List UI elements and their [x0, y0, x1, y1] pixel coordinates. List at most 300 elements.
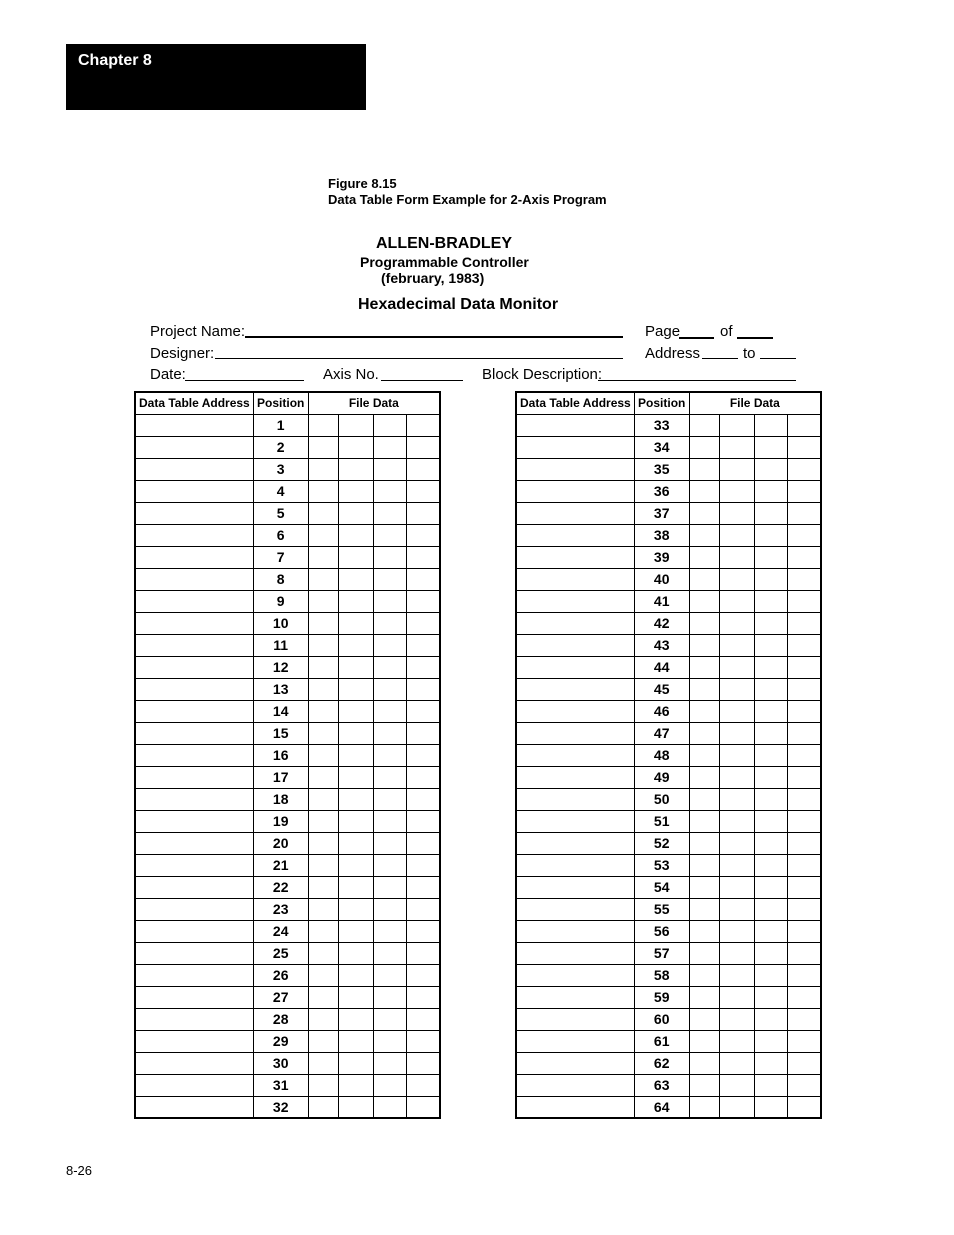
file-data-cell[interactable] — [339, 854, 374, 876]
file-data-cell[interactable] — [755, 502, 788, 524]
file-data-cell[interactable] — [308, 568, 339, 590]
file-data-cell[interactable] — [406, 1074, 440, 1096]
file-data-cell[interactable] — [308, 502, 339, 524]
file-data-cell[interactable] — [787, 678, 821, 700]
file-data-cell[interactable] — [374, 458, 407, 480]
address-cell[interactable] — [135, 1052, 253, 1074]
file-data-cell[interactable] — [339, 524, 374, 546]
file-data-cell[interactable] — [720, 480, 755, 502]
file-data-cell[interactable] — [787, 612, 821, 634]
file-data-cell[interactable] — [689, 656, 720, 678]
file-data-cell[interactable] — [755, 810, 788, 832]
file-data-cell[interactable] — [406, 942, 440, 964]
file-data-cell[interactable] — [755, 854, 788, 876]
file-data-cell[interactable] — [339, 898, 374, 920]
file-data-cell[interactable] — [689, 810, 720, 832]
file-data-cell[interactable] — [787, 546, 821, 568]
file-data-cell[interactable] — [689, 744, 720, 766]
file-data-cell[interactable] — [308, 832, 339, 854]
file-data-cell[interactable] — [406, 568, 440, 590]
file-data-cell[interactable] — [308, 898, 339, 920]
file-data-cell[interactable] — [720, 656, 755, 678]
file-data-cell[interactable] — [720, 1008, 755, 1030]
file-data-cell[interactable] — [339, 942, 374, 964]
file-data-cell[interactable] — [720, 986, 755, 1008]
address-cell[interactable] — [135, 898, 253, 920]
file-data-cell[interactable] — [787, 832, 821, 854]
file-data-cell[interactable] — [308, 744, 339, 766]
file-data-cell[interactable] — [689, 568, 720, 590]
file-data-cell[interactable] — [374, 414, 407, 436]
file-data-cell[interactable] — [406, 810, 440, 832]
file-data-cell[interactable] — [406, 788, 440, 810]
file-data-cell[interactable] — [339, 480, 374, 502]
file-data-cell[interactable] — [720, 1052, 755, 1074]
file-data-cell[interactable] — [308, 700, 339, 722]
file-data-cell[interactable] — [787, 920, 821, 942]
file-data-cell[interactable] — [787, 568, 821, 590]
file-data-cell[interactable] — [339, 1074, 374, 1096]
file-data-cell[interactable] — [720, 1096, 755, 1118]
block-description-line[interactable] — [598, 380, 796, 381]
file-data-cell[interactable] — [787, 766, 821, 788]
file-data-cell[interactable] — [308, 1096, 339, 1118]
file-data-cell[interactable] — [406, 414, 440, 436]
file-data-cell[interactable] — [339, 1030, 374, 1052]
address-cell[interactable] — [135, 920, 253, 942]
address-cell[interactable] — [135, 568, 253, 590]
file-data-cell[interactable] — [689, 832, 720, 854]
file-data-cell[interactable] — [374, 876, 407, 898]
file-data-cell[interactable] — [339, 502, 374, 524]
file-data-cell[interactable] — [755, 436, 788, 458]
file-data-cell[interactable] — [720, 1030, 755, 1052]
address-cell[interactable] — [516, 590, 634, 612]
file-data-cell[interactable] — [689, 1008, 720, 1030]
file-data-cell[interactable] — [720, 898, 755, 920]
file-data-cell[interactable] — [689, 898, 720, 920]
file-data-cell[interactable] — [406, 986, 440, 1008]
address-cell[interactable] — [135, 766, 253, 788]
file-data-cell[interactable] — [720, 832, 755, 854]
file-data-cell[interactable] — [787, 722, 821, 744]
file-data-cell[interactable] — [406, 458, 440, 480]
file-data-cell[interactable] — [787, 458, 821, 480]
file-data-cell[interactable] — [308, 612, 339, 634]
address-cell[interactable] — [516, 524, 634, 546]
file-data-cell[interactable] — [755, 964, 788, 986]
file-data-cell[interactable] — [720, 700, 755, 722]
address-cell[interactable] — [516, 502, 634, 524]
file-data-cell[interactable] — [755, 744, 788, 766]
file-data-cell[interactable] — [406, 502, 440, 524]
file-data-cell[interactable] — [787, 1096, 821, 1118]
file-data-cell[interactable] — [720, 788, 755, 810]
file-data-cell[interactable] — [406, 964, 440, 986]
file-data-cell[interactable] — [308, 436, 339, 458]
address-cell[interactable] — [135, 788, 253, 810]
file-data-cell[interactable] — [689, 722, 720, 744]
file-data-cell[interactable] — [339, 700, 374, 722]
file-data-cell[interactable] — [339, 678, 374, 700]
file-data-cell[interactable] — [374, 700, 407, 722]
file-data-cell[interactable] — [308, 722, 339, 744]
file-data-cell[interactable] — [374, 436, 407, 458]
file-data-cell[interactable] — [406, 854, 440, 876]
file-data-cell[interactable] — [755, 590, 788, 612]
address-cell[interactable] — [516, 480, 634, 502]
file-data-cell[interactable] — [308, 1008, 339, 1030]
file-data-cell[interactable] — [406, 612, 440, 634]
file-data-cell[interactable] — [689, 502, 720, 524]
file-data-cell[interactable] — [406, 876, 440, 898]
file-data-cell[interactable] — [339, 656, 374, 678]
file-data-cell[interactable] — [720, 876, 755, 898]
address-from-line[interactable] — [702, 358, 738, 359]
file-data-cell[interactable] — [308, 1052, 339, 1074]
file-data-cell[interactable] — [339, 546, 374, 568]
file-data-cell[interactable] — [689, 590, 720, 612]
address-cell[interactable] — [135, 612, 253, 634]
file-data-cell[interactable] — [720, 458, 755, 480]
file-data-cell[interactable] — [755, 832, 788, 854]
address-cell[interactable] — [135, 1008, 253, 1030]
file-data-cell[interactable] — [339, 458, 374, 480]
address-cell[interactable] — [516, 832, 634, 854]
file-data-cell[interactable] — [787, 810, 821, 832]
file-data-cell[interactable] — [755, 942, 788, 964]
file-data-cell[interactable] — [406, 898, 440, 920]
file-data-cell[interactable] — [374, 634, 407, 656]
file-data-cell[interactable] — [787, 414, 821, 436]
file-data-cell[interactable] — [406, 920, 440, 942]
address-cell[interactable] — [516, 1096, 634, 1118]
address-cell[interactable] — [516, 546, 634, 568]
file-data-cell[interactable] — [755, 414, 788, 436]
file-data-cell[interactable] — [755, 546, 788, 568]
address-cell[interactable] — [516, 700, 634, 722]
file-data-cell[interactable] — [406, 436, 440, 458]
file-data-cell[interactable] — [308, 920, 339, 942]
file-data-cell[interactable] — [755, 1052, 788, 1074]
file-data-cell[interactable] — [689, 700, 720, 722]
file-data-cell[interactable] — [374, 1096, 407, 1118]
file-data-cell[interactable] — [755, 524, 788, 546]
file-data-cell[interactable] — [308, 766, 339, 788]
file-data-cell[interactable] — [689, 414, 720, 436]
file-data-cell[interactable] — [406, 766, 440, 788]
file-data-cell[interactable] — [339, 1096, 374, 1118]
file-data-cell[interactable] — [374, 612, 407, 634]
address-cell[interactable] — [135, 656, 253, 678]
file-data-cell[interactable] — [339, 590, 374, 612]
address-cell[interactable] — [516, 788, 634, 810]
file-data-cell[interactable] — [339, 788, 374, 810]
file-data-cell[interactable] — [755, 1074, 788, 1096]
file-data-cell[interactable] — [787, 876, 821, 898]
address-cell[interactable] — [135, 700, 253, 722]
file-data-cell[interactable] — [787, 634, 821, 656]
file-data-cell[interactable] — [787, 502, 821, 524]
file-data-cell[interactable] — [720, 722, 755, 744]
file-data-cell[interactable] — [787, 788, 821, 810]
file-data-cell[interactable] — [374, 1074, 407, 1096]
file-data-cell[interactable] — [755, 480, 788, 502]
file-data-cell[interactable] — [755, 634, 788, 656]
address-cell[interactable] — [516, 810, 634, 832]
file-data-cell[interactable] — [720, 414, 755, 436]
address-cell[interactable] — [516, 634, 634, 656]
file-data-cell[interactable] — [339, 744, 374, 766]
file-data-cell[interactable] — [374, 766, 407, 788]
address-cell[interactable] — [516, 436, 634, 458]
file-data-cell[interactable] — [720, 678, 755, 700]
file-data-cell[interactable] — [374, 1030, 407, 1052]
file-data-cell[interactable] — [787, 700, 821, 722]
file-data-cell[interactable] — [689, 480, 720, 502]
address-cell[interactable] — [135, 458, 253, 480]
file-data-cell[interactable] — [689, 876, 720, 898]
file-data-cell[interactable] — [787, 986, 821, 1008]
file-data-cell[interactable] — [720, 502, 755, 524]
file-data-cell[interactable] — [689, 1096, 720, 1118]
file-data-cell[interactable] — [787, 744, 821, 766]
file-data-cell[interactable] — [787, 1074, 821, 1096]
file-data-cell[interactable] — [374, 502, 407, 524]
file-data-cell[interactable] — [755, 876, 788, 898]
file-data-cell[interactable] — [308, 458, 339, 480]
file-data-cell[interactable] — [689, 766, 720, 788]
address-cell[interactable] — [135, 722, 253, 744]
address-to-line[interactable] — [760, 358, 796, 359]
address-cell[interactable] — [516, 612, 634, 634]
file-data-cell[interactable] — [787, 854, 821, 876]
address-cell[interactable] — [135, 942, 253, 964]
file-data-cell[interactable] — [374, 920, 407, 942]
address-cell[interactable] — [516, 722, 634, 744]
file-data-cell[interactable] — [308, 656, 339, 678]
file-data-cell[interactable] — [689, 458, 720, 480]
file-data-cell[interactable] — [755, 986, 788, 1008]
file-data-cell[interactable] — [374, 810, 407, 832]
file-data-cell[interactable] — [689, 678, 720, 700]
address-cell[interactable] — [516, 964, 634, 986]
file-data-cell[interactable] — [339, 414, 374, 436]
file-data-cell[interactable] — [406, 1052, 440, 1074]
file-data-cell[interactable] — [689, 986, 720, 1008]
address-cell[interactable] — [135, 1096, 253, 1118]
file-data-cell[interactable] — [689, 1052, 720, 1074]
address-cell[interactable] — [516, 458, 634, 480]
file-data-cell[interactable] — [755, 788, 788, 810]
file-data-cell[interactable] — [406, 524, 440, 546]
file-data-cell[interactable] — [720, 524, 755, 546]
file-data-cell[interactable] — [406, 678, 440, 700]
file-data-cell[interactable] — [374, 788, 407, 810]
file-data-cell[interactable] — [339, 920, 374, 942]
file-data-cell[interactable] — [374, 986, 407, 1008]
address-cell[interactable] — [135, 502, 253, 524]
date-line[interactable] — [185, 380, 304, 381]
file-data-cell[interactable] — [787, 964, 821, 986]
address-cell[interactable] — [135, 634, 253, 656]
file-data-cell[interactable] — [374, 942, 407, 964]
designer-line[interactable] — [215, 358, 623, 359]
address-cell[interactable] — [135, 810, 253, 832]
file-data-cell[interactable] — [339, 722, 374, 744]
address-cell[interactable] — [135, 590, 253, 612]
address-cell[interactable] — [516, 986, 634, 1008]
file-data-cell[interactable] — [720, 546, 755, 568]
file-data-cell[interactable] — [755, 1096, 788, 1118]
file-data-cell[interactable] — [755, 1030, 788, 1052]
file-data-cell[interactable] — [406, 1008, 440, 1030]
file-data-cell[interactable] — [787, 942, 821, 964]
file-data-cell[interactable] — [755, 678, 788, 700]
file-data-cell[interactable] — [720, 810, 755, 832]
file-data-cell[interactable] — [689, 964, 720, 986]
file-data-cell[interactable] — [374, 832, 407, 854]
file-data-cell[interactable] — [755, 656, 788, 678]
address-cell[interactable] — [135, 744, 253, 766]
axis-no-line[interactable] — [381, 380, 463, 381]
address-cell[interactable] — [135, 546, 253, 568]
file-data-cell[interactable] — [339, 612, 374, 634]
file-data-cell[interactable] — [689, 942, 720, 964]
file-data-cell[interactable] — [406, 590, 440, 612]
of-line[interactable] — [737, 337, 773, 339]
file-data-cell[interactable] — [689, 524, 720, 546]
address-cell[interactable] — [516, 656, 634, 678]
file-data-cell[interactable] — [720, 964, 755, 986]
address-cell[interactable] — [135, 524, 253, 546]
file-data-cell[interactable] — [374, 1008, 407, 1030]
file-data-cell[interactable] — [755, 612, 788, 634]
file-data-cell[interactable] — [755, 568, 788, 590]
file-data-cell[interactable] — [720, 1074, 755, 1096]
file-data-cell[interactable] — [374, 964, 407, 986]
file-data-cell[interactable] — [787, 898, 821, 920]
file-data-cell[interactable] — [308, 678, 339, 700]
file-data-cell[interactable] — [755, 722, 788, 744]
file-data-cell[interactable] — [308, 1074, 339, 1096]
file-data-cell[interactable] — [689, 612, 720, 634]
file-data-cell[interactable] — [308, 546, 339, 568]
file-data-cell[interactable] — [308, 524, 339, 546]
address-cell[interactable] — [516, 1008, 634, 1030]
file-data-cell[interactable] — [339, 986, 374, 1008]
file-data-cell[interactable] — [755, 766, 788, 788]
address-cell[interactable] — [135, 436, 253, 458]
file-data-cell[interactable] — [755, 920, 788, 942]
file-data-cell[interactable] — [406, 832, 440, 854]
file-data-cell[interactable] — [374, 854, 407, 876]
address-cell[interactable] — [516, 1030, 634, 1052]
file-data-cell[interactable] — [406, 700, 440, 722]
file-data-cell[interactable] — [308, 480, 339, 502]
file-data-cell[interactable] — [339, 1052, 374, 1074]
file-data-cell[interactable] — [374, 722, 407, 744]
file-data-cell[interactable] — [689, 1074, 720, 1096]
file-data-cell[interactable] — [374, 590, 407, 612]
file-data-cell[interactable] — [787, 590, 821, 612]
address-cell[interactable] — [516, 942, 634, 964]
file-data-cell[interactable] — [308, 986, 339, 1008]
address-cell[interactable] — [516, 854, 634, 876]
file-data-cell[interactable] — [339, 634, 374, 656]
file-data-cell[interactable] — [374, 898, 407, 920]
file-data-cell[interactable] — [406, 1096, 440, 1118]
file-data-cell[interactable] — [406, 656, 440, 678]
file-data-cell[interactable] — [755, 898, 788, 920]
file-data-cell[interactable] — [308, 590, 339, 612]
file-data-cell[interactable] — [720, 634, 755, 656]
file-data-cell[interactable] — [374, 524, 407, 546]
file-data-cell[interactable] — [308, 788, 339, 810]
address-cell[interactable] — [516, 1074, 634, 1096]
file-data-cell[interactable] — [755, 458, 788, 480]
file-data-cell[interactable] — [339, 436, 374, 458]
file-data-cell[interactable] — [720, 920, 755, 942]
file-data-cell[interactable] — [374, 656, 407, 678]
file-data-cell[interactable] — [720, 612, 755, 634]
file-data-cell[interactable] — [406, 744, 440, 766]
address-cell[interactable] — [135, 876, 253, 898]
address-cell[interactable] — [135, 964, 253, 986]
address-cell[interactable] — [135, 480, 253, 502]
address-cell[interactable] — [516, 568, 634, 590]
file-data-cell[interactable] — [339, 810, 374, 832]
file-data-cell[interactable] — [308, 854, 339, 876]
file-data-cell[interactable] — [689, 854, 720, 876]
file-data-cell[interactable] — [406, 722, 440, 744]
file-data-cell[interactable] — [787, 524, 821, 546]
file-data-cell[interactable] — [720, 568, 755, 590]
file-data-cell[interactable] — [787, 1052, 821, 1074]
address-cell[interactable] — [516, 744, 634, 766]
file-data-cell[interactable] — [374, 568, 407, 590]
file-data-cell[interactable] — [406, 634, 440, 656]
address-cell[interactable] — [135, 414, 253, 436]
address-cell[interactable] — [516, 876, 634, 898]
file-data-cell[interactable] — [308, 1030, 339, 1052]
address-cell[interactable] — [516, 898, 634, 920]
file-data-cell[interactable] — [689, 920, 720, 942]
address-cell[interactable] — [135, 1074, 253, 1096]
address-cell[interactable] — [516, 1052, 634, 1074]
file-data-cell[interactable] — [689, 788, 720, 810]
file-data-cell[interactable] — [374, 546, 407, 568]
file-data-cell[interactable] — [406, 546, 440, 568]
file-data-cell[interactable] — [339, 832, 374, 854]
address-cell[interactable] — [516, 920, 634, 942]
file-data-cell[interactable] — [720, 854, 755, 876]
page-line[interactable] — [679, 337, 714, 339]
file-data-cell[interactable] — [787, 1030, 821, 1052]
file-data-cell[interactable] — [787, 480, 821, 502]
address-cell[interactable] — [135, 854, 253, 876]
file-data-cell[interactable] — [787, 436, 821, 458]
address-cell[interactable] — [135, 1030, 253, 1052]
file-data-cell[interactable] — [755, 1008, 788, 1030]
file-data-cell[interactable] — [406, 480, 440, 502]
file-data-cell[interactable] — [720, 766, 755, 788]
file-data-cell[interactable] — [339, 766, 374, 788]
address-cell[interactable] — [516, 766, 634, 788]
file-data-cell[interactable] — [308, 414, 339, 436]
project-name-line[interactable] — [245, 336, 623, 338]
file-data-cell[interactable] — [308, 876, 339, 898]
